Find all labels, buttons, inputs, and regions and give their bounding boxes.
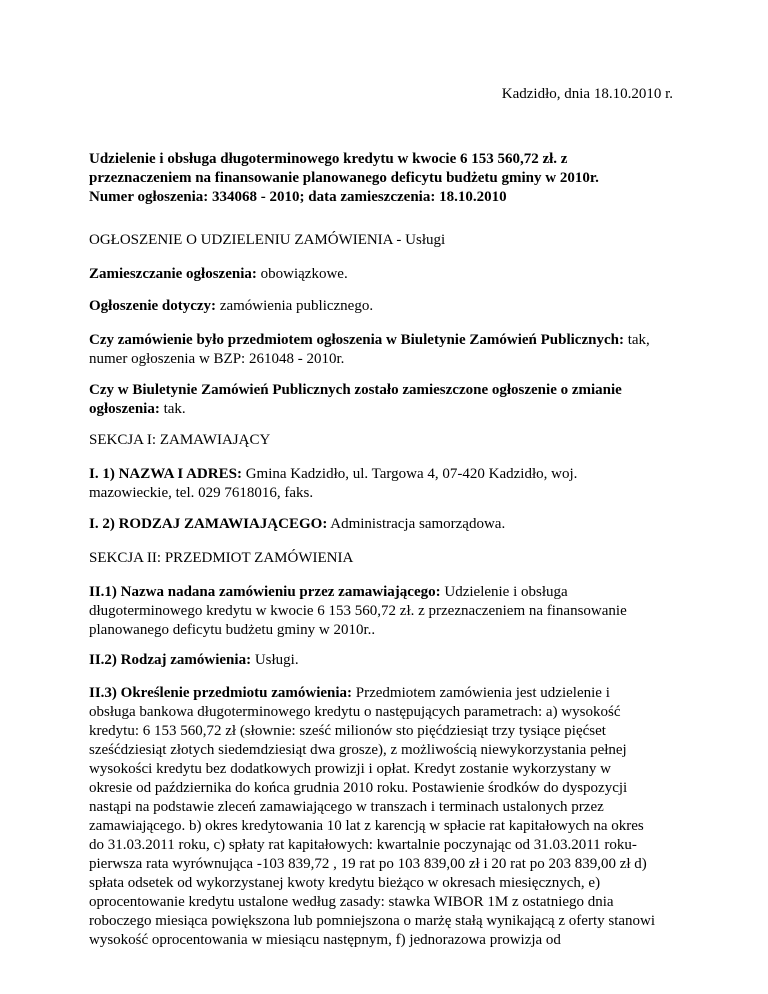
section-2-kind-label: II.2) Rodzaj zamówienia: bbox=[89, 652, 252, 668]
description-line: spłata odsetek od wykorzystanej kwoty kredytu bieżąco w okresach miesięcznych, e) bbox=[89, 875, 601, 891]
description-line: roboczego miesiąca powiększona lub pomniejszona o marżę stałą wynikającą z oferty stanowi bbox=[89, 913, 656, 929]
section-2-name-value: Udzielenie i obsługa bbox=[440, 584, 568, 600]
change-label-line-1: Czy w Biuletynie Zamówień Publicznych zostało zamieszczone ogłoszenie o zmianie bbox=[89, 382, 622, 398]
change-field bbox=[89, 381, 689, 419]
section-1-name-value-2: mazowieckie, tel. 029 7618016, faks. bbox=[89, 485, 314, 501]
section-2-description-label: II.3) Określenie przedmiotu zamówienia: bbox=[89, 685, 353, 701]
section-2-heading: SEKCJA II: PRZEDMIOT ZAMÓWIENIA bbox=[89, 550, 354, 566]
posting-value: obowiązkowe. bbox=[256, 266, 348, 282]
description-line: okresie od października do końca grudnia 2010 roku. Postawienie środków do dyspozycji bbox=[89, 780, 628, 796]
section-2-name-value-2: długoterminowego kredytu w kwocie 6 153 560,72 zł. z przeznaczeniem na finansowanie bbox=[89, 603, 627, 619]
bzp-number: numer ogłoszenia w BZP: 261048 - 2010r. bbox=[89, 351, 345, 367]
change-label-line-2: ogłoszenia: bbox=[89, 401, 160, 417]
concerns-field bbox=[89, 297, 689, 316]
place-date: Kadzidło, dnia 18.10.2010 r. bbox=[501, 86, 673, 102]
section-2-name-field bbox=[89, 583, 689, 640]
title-line-2: przeznaczeniem na finansowanie planowanego deficytu budżetu gminy w 2010r. bbox=[89, 170, 599, 186]
posting-field bbox=[89, 265, 689, 284]
section-1-name-label: I. 1) NAZWA I ADRES: bbox=[89, 466, 242, 482]
document-title bbox=[89, 150, 689, 207]
section-1-type-value: Administracja samorządowa. bbox=[327, 516, 506, 532]
section-2-description-field bbox=[89, 684, 689, 950]
description-line: wysokość oprocentowania w miesiącu następnym, f) jednorazowa prowizja od bbox=[89, 932, 561, 948]
section-2-name-value-3: planowanego deficytu budżetu gminy w 2010r.. bbox=[89, 622, 376, 638]
section-2-kind-field bbox=[89, 651, 689, 670]
description-line: zamawiającego. b) okres kredytowania 10 lat z karencją w spłacie rat kapitałowych na okres bbox=[89, 818, 644, 834]
bzp-field bbox=[89, 331, 689, 369]
bzp-label: Czy zamówienie było przedmiotem ogłoszenia w Biuletynie Zamówień Publicznych: bbox=[89, 332, 624, 348]
description-line: pierwsza rata wyrównująca -103 839,72 , 19 rat po 103 839,00 zł i 20 rat po 203 839,00 zł d) bbox=[89, 856, 647, 872]
change-value: tak. bbox=[159, 401, 186, 417]
section-1-type-field bbox=[89, 515, 689, 534]
description-line: kredytu: 6 153 560,72 zł (słownie: sześć milionów sto pięćdziesiąt trzy tysiące pięćset bbox=[89, 723, 606, 739]
section-1-type-label: I. 2) RODZAJ ZAMAWIAJĄCEGO: bbox=[89, 516, 328, 532]
section-1-heading: SEKCJA I: ZAMAWIAJĄCY bbox=[89, 432, 271, 448]
concerns-label: Ogłoszenie dotyczy: bbox=[89, 298, 217, 314]
notice-heading: OGŁOSZENIE O UDZIELENIU ZAMÓWIENIA - Usługi bbox=[89, 232, 446, 248]
section-1-name-value: Gmina Kadzidło, ul. Targowa 4, 07-420 Kadzidło, woj. bbox=[241, 466, 578, 482]
description-line: oprocentowanie kredytu ustalone według zasady: stawka WIBOR 1M z ostatniego dnia bbox=[89, 894, 614, 910]
description-line: sześćdziesiąt złotych siedemdziesiąt dwa grosze), z możliwością niewykorzystania pełnej bbox=[89, 742, 627, 758]
section-2-name-label: II.1) Nazwa nadana zamówieniu przez zamawiającego: bbox=[89, 584, 441, 600]
bzp-value: tak, bbox=[623, 332, 650, 348]
posting-label: Zamieszczanie ogłoszenia: bbox=[89, 266, 257, 282]
description-line: nastąpi na podstawie zleceń zamawiającego w transzach i terminach ustalonych przez bbox=[89, 799, 604, 815]
concerns-value: zamówienia publicznego. bbox=[216, 298, 374, 314]
section-2-description-first-line: Przedmiotem zamówienia jest udzielenie i bbox=[352, 685, 610, 701]
description-line: do 31.03.2011 roku, c) spłaty rat kapitałowych: kwartalnie poczynając od 31.03.2011 roku- bbox=[89, 837, 637, 853]
section-1-name-field bbox=[89, 465, 689, 503]
description-line: obsługa bankowa długoterminowego kredytu o następujących parametrach: a) wysokość bbox=[89, 704, 621, 720]
description-line: wysokości kredytu bez dodatkowych prowizji i opłat. Kredyt zostanie wykorzystany w bbox=[89, 761, 611, 777]
section-2-kind-value: Usługi. bbox=[251, 652, 299, 668]
title-line-3: Numer ogłoszenia: 334068 - 2010; data zamieszczenia: 18.10.2010 bbox=[89, 189, 507, 205]
title-line-1: Udzielenie i obsługa długoterminowego kredytu w kwocie 6 153 560,72 zł. z bbox=[89, 151, 568, 167]
